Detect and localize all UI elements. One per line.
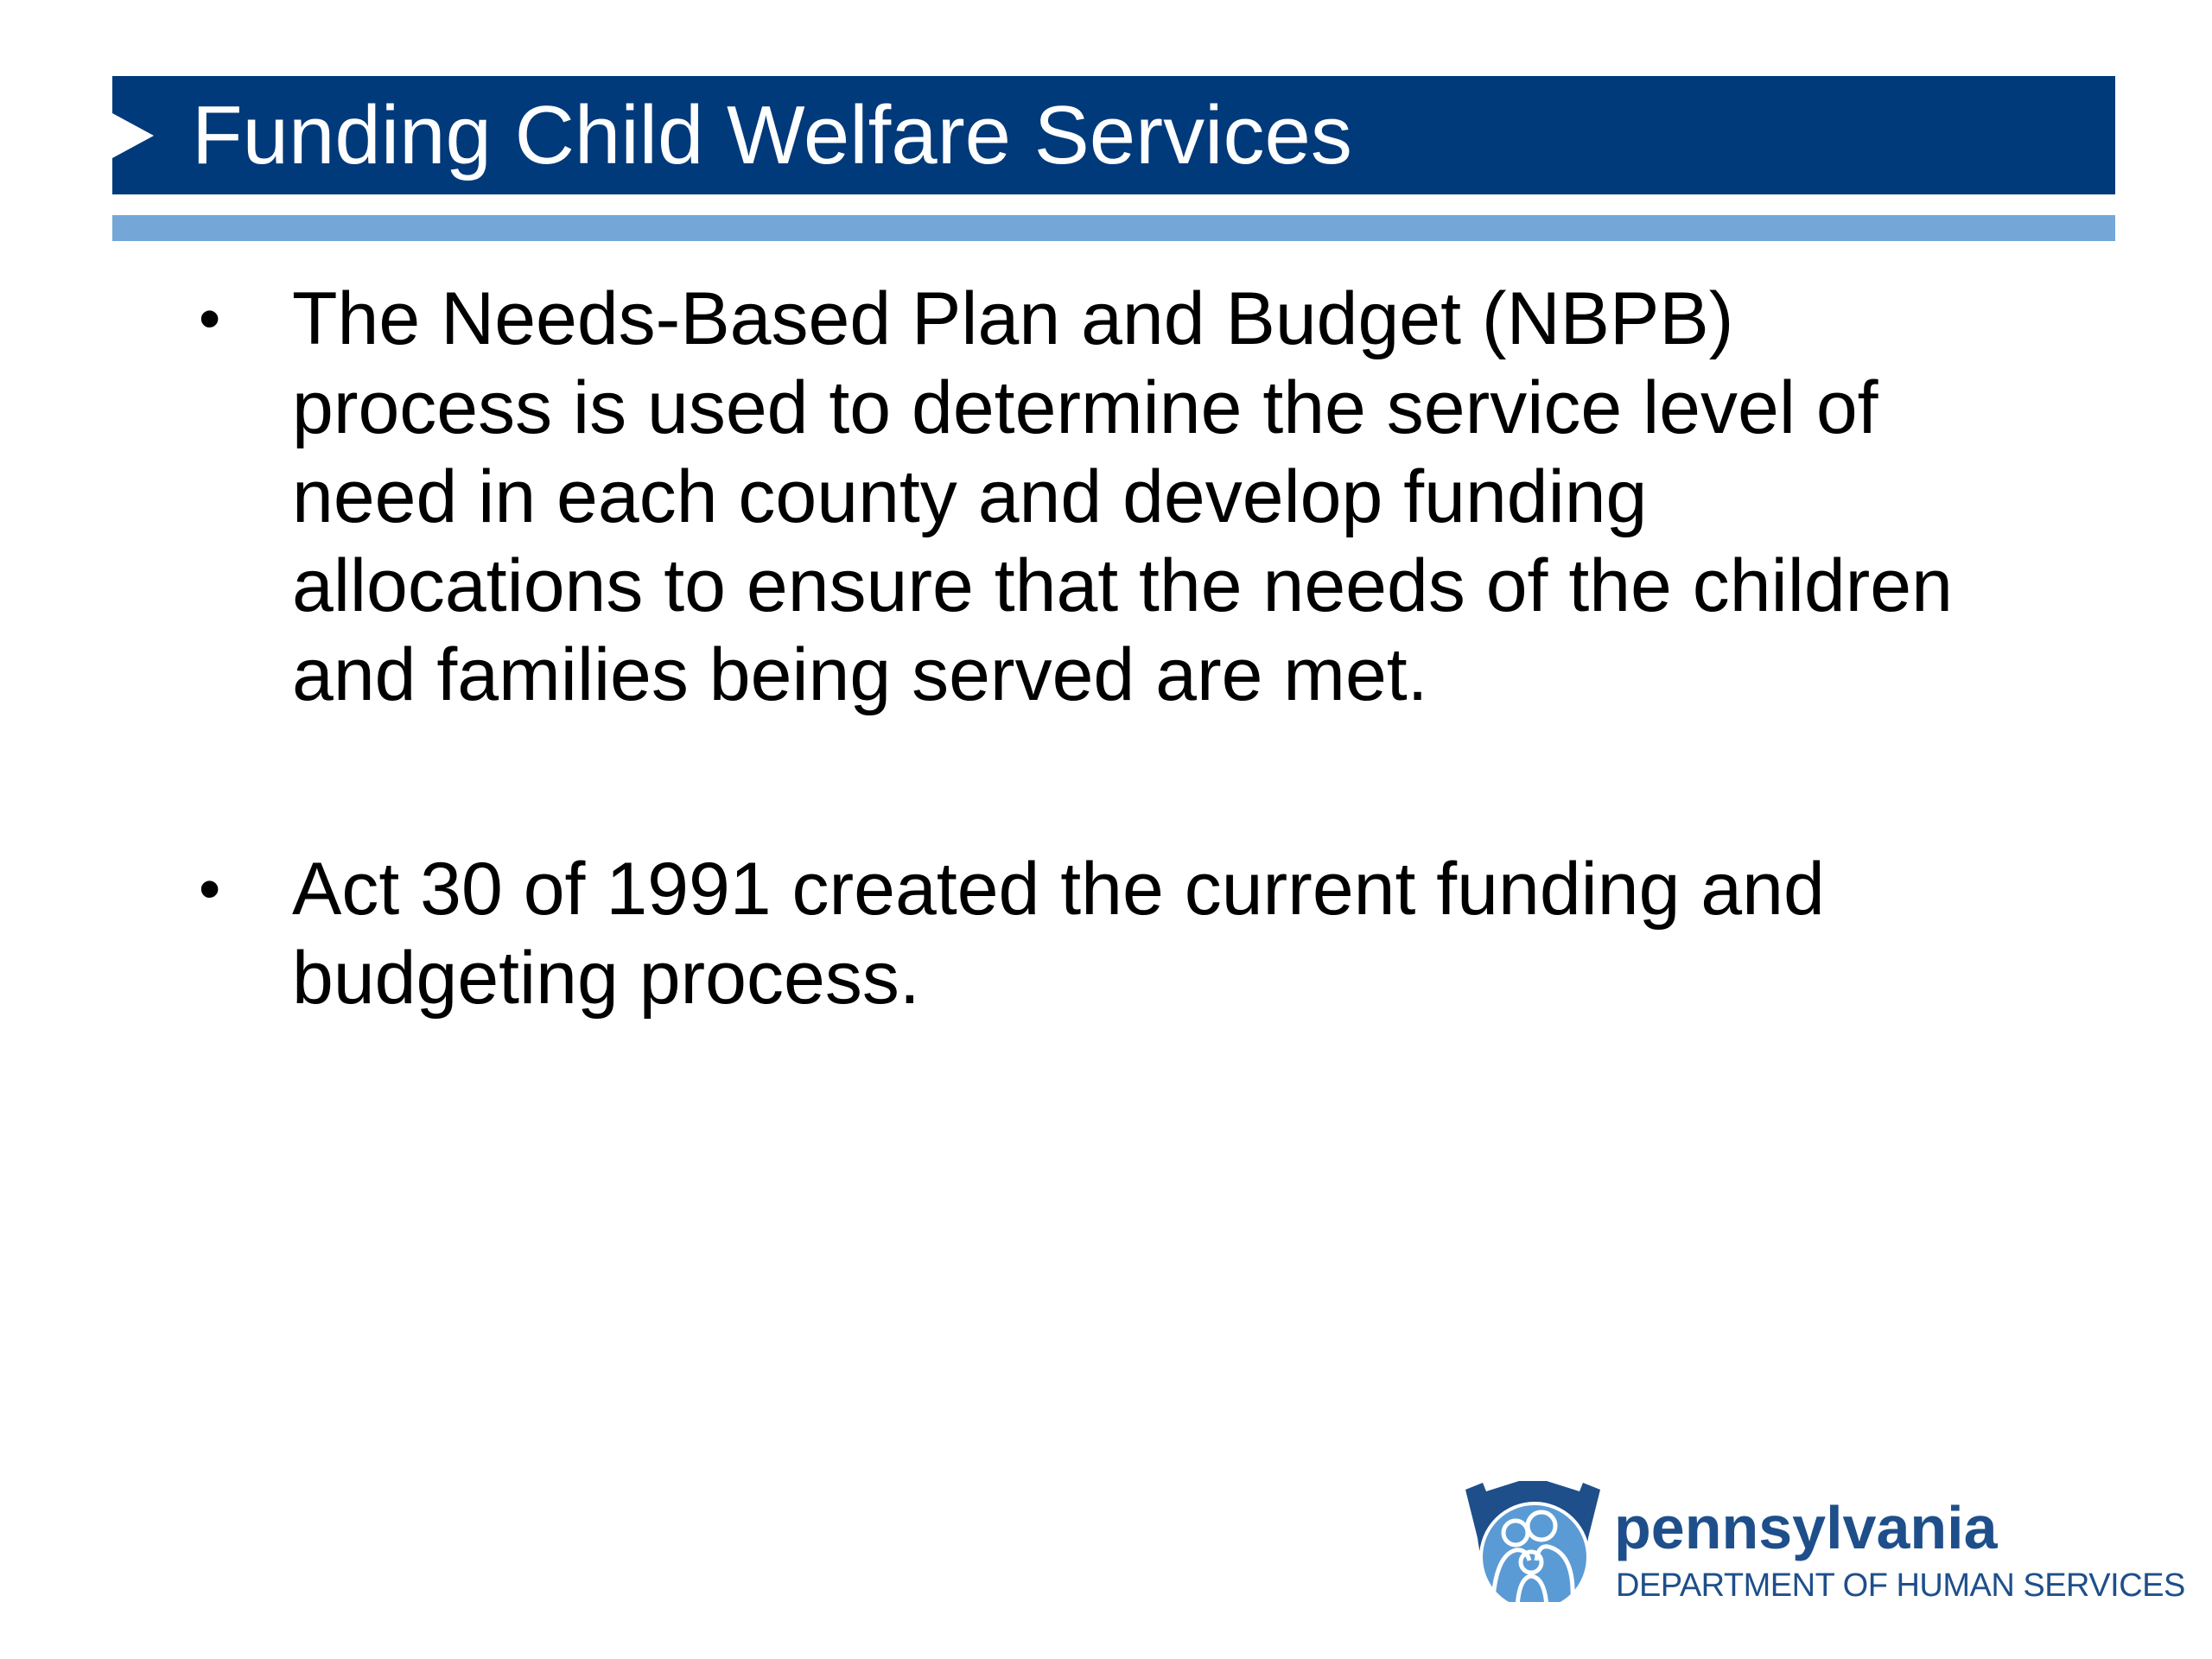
logo-name: pennsylvania (1614, 1494, 1998, 1561)
title-arrow-icon (112, 113, 154, 158)
accent-divider (112, 215, 2115, 241)
pa-dhs-logo (1462, 1478, 2185, 1616)
bullet-item (199, 845, 2013, 1023)
bullet-list (199, 275, 2013, 1023)
bullet-item (199, 275, 2013, 720)
slide-title: Funding Child Welfare Services (192, 89, 1352, 181)
logo-department: DEPARTMENT OF HUMAN SERVICES (1616, 1567, 2185, 1604)
title-bar (112, 76, 2115, 194)
bullet-text: Act 30 of 1991 created the current funding and budgeting process. (292, 848, 1825, 1020)
keystone-family-icon (1462, 1478, 1604, 1616)
bullet-marker: • (199, 855, 221, 924)
bullet-marker: • (199, 284, 221, 353)
bullet-text: The Needs-Based Plan and Budget (NBPB) process is used to determine the service level of need in each county and develop funding allocations to ensure that the needs of the children and families being served are met. (292, 277, 1953, 716)
